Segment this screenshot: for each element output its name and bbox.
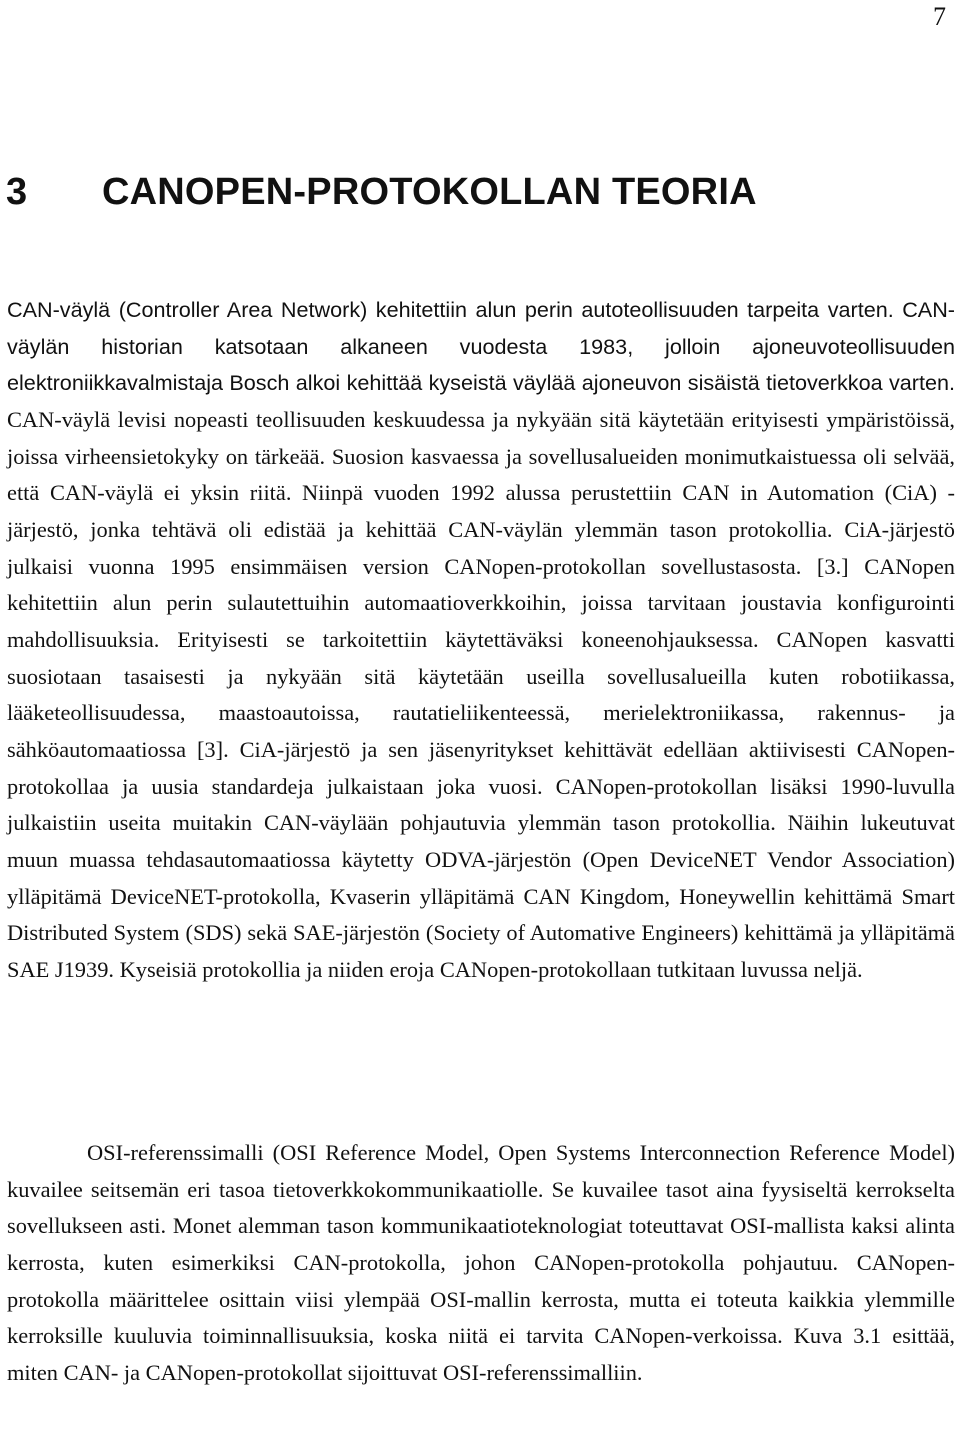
paragraph-can-history bbox=[7, 292, 955, 988]
page-number: 7 bbox=[933, 2, 946, 31]
chapter-title: CANOPEN-PROTOKOLLAN TEORIA bbox=[102, 171, 757, 213]
paragraph-osi-model: OSI-referenssimalli (OSI Reference Model, Open Systems Interconnection Reference Model) kuvailee seitsemän eri tasoa tietoverkkokommunikaatiolle. Se kuvailee tasot aina fyysiseltä kerrokselta sovellukseen asti. Monet alemman tason kommunikaatioteknologiat toteuttavat OSI-mallista kaksi alinta kerrosta, kuten esimerkiksi CAN-protokolla, johon CANopen-protokolla pohjautuu. CANopen-protokolla määrittelee osittain viisi ylempää OSI-mallin kerrosta, mutta ei toteuta kaikkia ylemmille kerroksille kuuluvia toiminnallisuuksia, koska niitä ei tarvita CANopen-verkoissa. Kuva 3.1 esittää, miten CAN- ja CANopen-protokollat sijoittuvat OSI-referenssimalliin. bbox=[7, 1140, 955, 1385]
paragraph-body-text: CAN-väylä levisi nopeasti teollisuuden keskuudessa ja nykyään sitä käytetään erityisesti ympäristöissä, joissa virheensietokyky on tärkeää. Suosion kasvaessa ja sovellusalueiden monimutkaistuessa oli selvää, että CAN-väylä ei yksin riitä. Niinpä vuoden 1992 alussa perustettiin CAN in Automation (CiA) -järjestö, jonka tehtävä oli edistää ja kehittää CAN-väylän ylemmän tason protokollia. CiA-järjestö julkaisi vuonna 1995 ensimmäisen version CANopen-protokollan sovellustasosta. [3.] CANopen kehitettiin alun perin sulautettuihin automaatioverkkoihin, joissa tarvitaan joustavia konfigurointi mahdollisuuksia. Erityisesti se tarkoitettiin käytettäväksi koneenohjauksessa. CANopen kasvatti suosiotaan tasaisesti ja nykyään sitä käytetään useilla sovellusalueilla kuten robotiikassa, lääketeollisuudessa, maastoautoissa, rautatieliikenteessä, merielektroniikassa, rakennus- ja sähköautomaatiossa [3]. CiA-järjestö ja sen jäsenyritykset kehittävät edelläan aktiivisesti CANopen-protokollaa ja uusia standardeja julkaistaan joka vuosi. CANopen-protokollan lisäksi 1990-luvulla julkaistiin useita muitakin CAN-väylään pohjautuvia ylemmän tason protokollia. Näihin lukeutuvat muun muassa tehdasautomaatiossa käytetty ODVA-järjestön (Open DeviceNET Vendor Association) ylläpitämä DeviceNET-protokolla, Kvaserin ylläpitämä CAN Kingdom, Honeywellin kehittämä Smart Distributed System (SDS) sekä SAE-järjestön (Society of Automative Engineers) kehittämä ja ylläpitämä SAE J1939. Kyseisiä protokollia ja niiden eroja CANopen-protokollaan tutkitaan luvussa neljä. bbox=[7, 406, 955, 982]
paragraph-intro-text: CAN-väylä (Controller Area Network) kehitettiin alun perin autoteollisuuden tarpeita varten. CAN-väylän historian katsotaan alkaneen vuodesta 1983, jolloin ajoneuvoteollisuuden elektroniikkavalmistaja Bosch alkoi kehittää kyseistä väylää ajoneuvon sisäistä tietoverkkoa varten. bbox=[7, 297, 955, 396]
chapter-heading bbox=[6, 168, 757, 216]
chapter-number: 3 bbox=[6, 171, 28, 213]
